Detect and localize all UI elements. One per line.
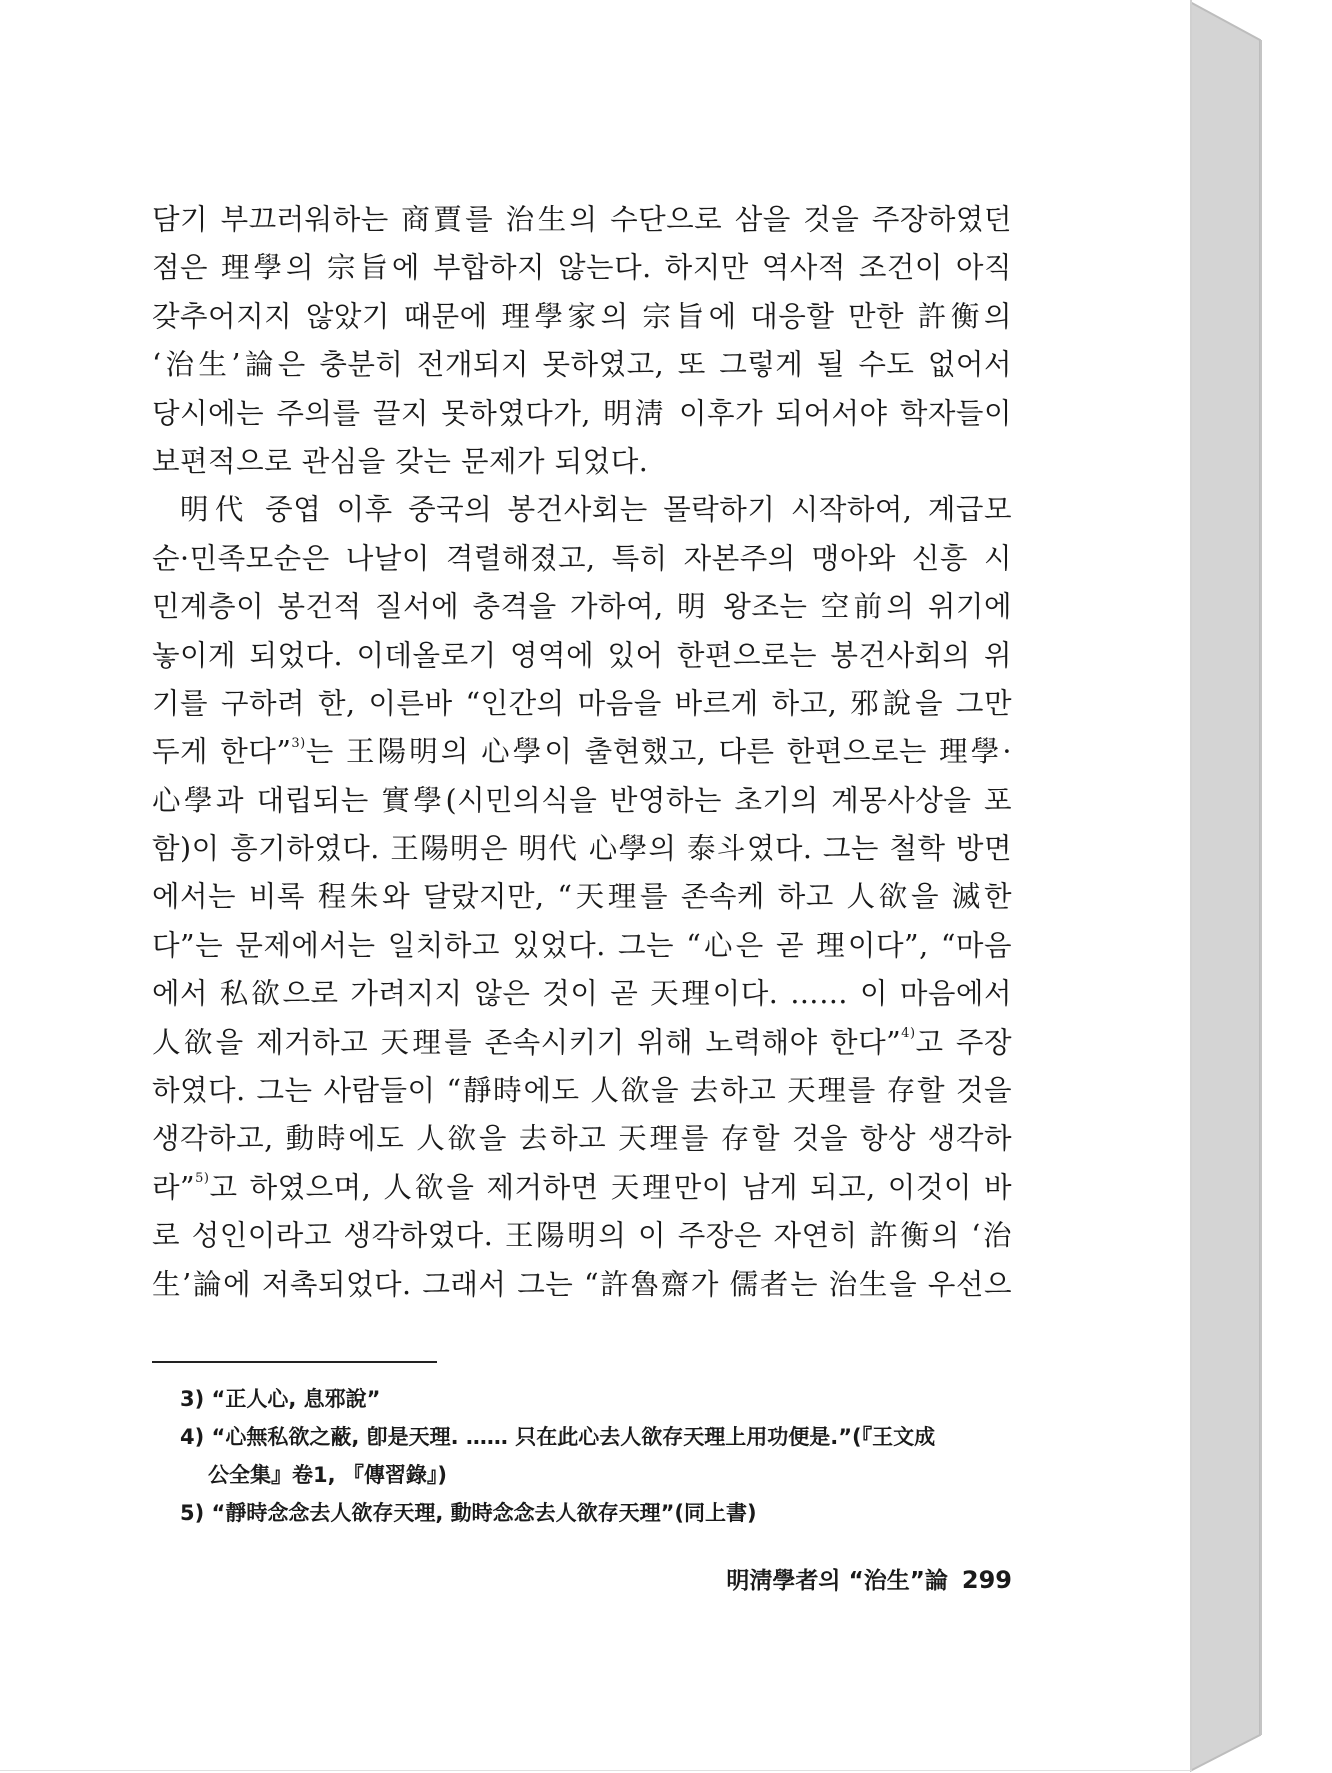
book-page-edges [1190, 0, 1332, 1773]
text-line: 하였다. 그는 사람들이 “靜時에도 人欲을 去하고 天理를 存할 것을 [152, 1074, 1012, 1108]
text-fragment: 人欲을 제거하고 天理를 존속시키기 위해 노력해야 한다” [152, 1025, 902, 1059]
page-number: 299 [961, 1566, 1012, 1594]
footnote-ref[interactable]: 4) [901, 1026, 916, 1042]
body-text [152, 196, 1012, 1309]
text-line: 기를 구하려 한, 이른바 “인간의 마음을 바르게 하고, 邪說을 그만 [152, 686, 1012, 720]
text-line [152, 1019, 1012, 1067]
text-line: 민계층이 봉건적 질서에 충격을 가하여, 明 왕조는 空前의 위기에 [152, 590, 1012, 624]
footnotes [180, 1380, 1012, 1532]
text-line: 갖추어지지 않았기 때문에 理學家의 宗旨에 대응할 만한 許衡의 [152, 299, 1012, 333]
text-line: 당시에는 주의를 끌지 못하였다가, 明淸 이후가 되어서야 학자들이 [152, 396, 1012, 430]
text-line: 心學과 대립되는 實學(시민의식을 반영하는 초기의 계몽사상을 포 [152, 783, 1012, 817]
footnote-number: 3) [180, 1387, 205, 1411]
text-line: 놓이게 되었다. 이데올로기 영역에 있어 한편으로는 봉건사회의 위 [152, 638, 1012, 672]
text-line: 함)이 흥기하였다. 王陽明은 明代 心學의 泰斗였다. 그는 철학 방면 [152, 832, 1012, 866]
text-fragment: 라” [152, 1170, 196, 1204]
text-line: 보편적으로 관심을 갖는 문제가 되었다. [152, 444, 649, 478]
footnote-text: “正人心, 息邪說” [211, 1387, 381, 1411]
footnote-text: “靜時念念去人欲存天理, 動時念念去人欲存天理”(同上書) [211, 1501, 757, 1525]
text-line: 생각하고, 動時에도 人欲을 去하고 天理를 存할 것을 항상 생각하 [152, 1122, 1012, 1156]
text-line: 로 성인이라고 생각하였다. 王陽明의 이 주장은 자연히 許衡의 ‘治 [152, 1219, 1012, 1253]
footnote-number: 5) [180, 1501, 205, 1525]
footnote-4 [180, 1418, 1012, 1456]
footnote-separator [152, 1361, 437, 1363]
text-fragment: 고 주장 [915, 1025, 1012, 1059]
text-line: 生’論에 저촉되었다. 그래서 그는 “許魯齋가 儒者는 治生을 우선으 [152, 1267, 1012, 1301]
text-line: ‘治生’論은 충분히 전개되지 못하였고, 또 그렇게 될 수도 없어서 [152, 348, 1012, 382]
text-line: 순·민족모순은 나날이 격렬해졌고, 특히 자본주의 맹아와 신흥 시 [152, 541, 1012, 575]
text-line [152, 1164, 1012, 1212]
text-fragment: 는 王陽明의 心學이 출현했고, 다른 한편으로는 理學· [305, 735, 1012, 769]
footnote-3 [180, 1380, 1012, 1418]
footnote-ref[interactable]: 5) [195, 1171, 210, 1187]
footnote-ref[interactable]: 3) [291, 735, 306, 751]
running-title: 明淸學者의 “治生”論 [726, 1568, 948, 1594]
footnote-4-continued: 公全集』卷1, 『傳習錄』) [208, 1463, 447, 1487]
text-line [152, 728, 1012, 776]
text-fragment: 두게 한다” [152, 735, 292, 769]
text-line: 담기 부끄러워하는 商賈를 治生의 수단으로 삼을 것을 주장하였던 [152, 203, 1012, 236]
footnote-5 [180, 1494, 1012, 1532]
text-line: 에서 私欲으로 가려지지 않은 것이 곧 天理이다. …… 이 마음에서 [152, 977, 1012, 1011]
text-fragment: 고 하였으며, 人欲을 제거하면 天理만이 남게 되고, 이것이 바 [209, 1170, 1012, 1204]
text-line: 에서는 비록 程朱와 달랐지만, “天理를 존속케 하고 人欲을 滅한 [152, 880, 1012, 914]
text-line: 明代 중엽 이후 중국의 봉건사회는 몰락하기 시작하여, 계급모 [180, 493, 1012, 527]
footnote-number: 4) [180, 1425, 205, 1449]
text-line: 점은 理學의 宗旨에 부합하지 않는다. 하지만 역사적 조건이 아직 [152, 251, 1012, 285]
text-line: 다”는 문제에서는 일치하고 있었다. 그는 “心은 곧 理이다”, “마음 [152, 928, 1012, 962]
running-footer [726, 1562, 1012, 1595]
footnote-text: “心無私欲之蔽, 卽是天理. …… 只在此心去人欲存天理上用功便是.”(『王文成 [211, 1425, 936, 1449]
